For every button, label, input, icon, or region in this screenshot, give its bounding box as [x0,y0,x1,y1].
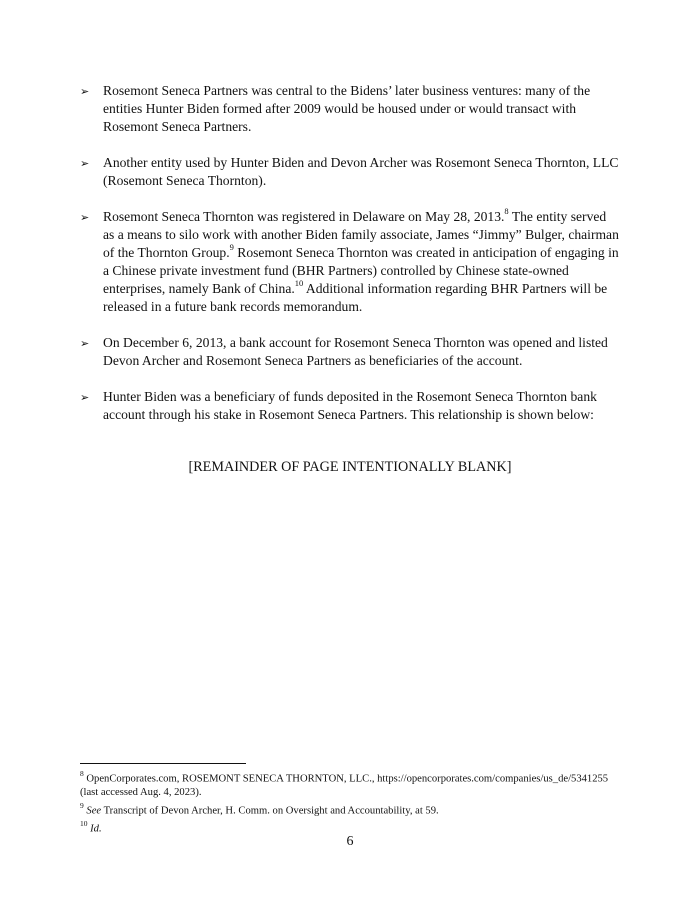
footnote-number: 8 [80,769,84,778]
footnote-divider [80,763,246,764]
footnote-number: 9 [80,801,84,811]
footnote-text: Transcript of Devon Archer, H. Comm. on Oversight and Accountability, at 59. [101,805,439,817]
bullet-item [80,82,620,136]
footnote-signal: See [86,805,102,817]
footnote-signal: Id. [90,823,102,835]
arrow-bullet-icon: ➢ [80,391,90,404]
bullet-item [80,388,620,424]
arrow-bullet-icon: ➢ [80,85,90,98]
bullet-item [80,154,620,190]
footnote [80,768,620,800]
footnotes [80,768,620,837]
bullet-item [80,208,620,316]
bullet-list [80,82,620,424]
footnote-ref-9: 9 [229,242,234,253]
footnote [80,800,620,818]
footnote-number: 10 [80,819,88,829]
bullet-text: On December 6, 2013, a bank account for Rosemont Seneca Thornton was opened and listed Devon Archer and Rosemont Seneca Partners as beneficiaries of the account. [103,335,608,368]
footnote-text: OpenCorporates.com, ROSEMONT SENECA THORNTON, LLC., https://opencorporates.com/companies/us_de/5341255 (last accessed Aug. 4, 2023). [80,773,609,799]
bullet-text: Rosemont Seneca Partners was central to the Bidens’ later business ventures: many of the entities Hunter Biden formed after 2009 would be housed under or would transact with Rosemont Seneca Partners. [103,83,591,134]
footnote-ref-10: 10 [294,278,304,289]
bullet-text: Hunter Biden was a beneficiary of funds deposited in the Rosemont Seneca Thornton bank account through his stake in Rosemont Seneca Partners. This relationship is shown below: [103,389,597,422]
arrow-bullet-icon: ➢ [80,337,90,350]
page-number: 6 [346,834,354,849]
bullet-text: Rosemont Seneca Thornton was registered in Delaware on May 28, 2013.$^8$ The entity served as a means to silo work with another Biden family associate, James “Jimmy” Bulger, chairman of the Thornton Group.$^9$ Rosemont Seneca Thornton was created in anticipation of engaging in a Chinese private investment fund (BHR Partners) controlled by Chinese state-owned enterprises, namely Bank of China.$^{10}$ Additional information regarding BHR Partners will be released in a future bank records memorandum. [103,206,619,314]
bullet-item [80,334,620,370]
arrow-bullet-icon: ➢ [80,157,90,170]
footnote-ref-8: 8 [504,206,509,217]
arrow-bullet-icon: ➢ [80,211,90,224]
blank-notice: [REMAINDER OF PAGE INTENTIONALLY BLANK] [188,459,512,475]
bullet-text: Another entity used by Hunter Biden and Devon Archer was Rosemont Seneca Thornton, LLC (Rosemont Seneca Thornton). [103,155,619,188]
